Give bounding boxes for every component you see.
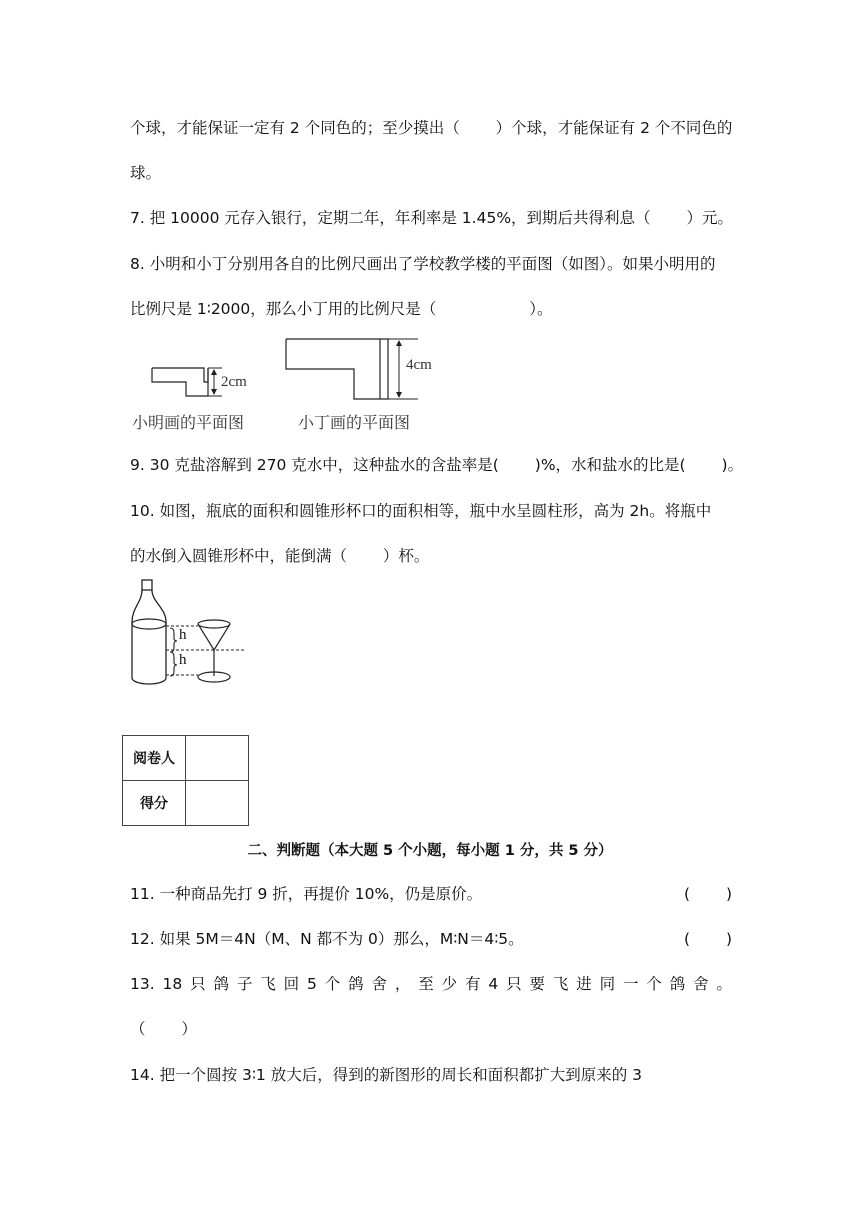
q11-text: 11. 一种商品先打 9 折，再提价 10%，仍是原价。 xyxy=(130,885,483,903)
q8-right-dimension-label: 4cm xyxy=(406,357,432,373)
score-cell[interactable] xyxy=(186,781,249,826)
q12-answer-blank[interactable]: ( ) xyxy=(683,930,732,948)
grader-cell[interactable] xyxy=(186,736,249,781)
section-heading: 二、判断题（本大题 5 个小题，每小题 1 分，共 5 分） xyxy=(247,843,613,859)
q13-text: 13. 18 只 鸽 子 飞 回 5 个 鸽 舍 ， 至 少 有 4 只 要 飞 进 同 一 个 鸽 舍 。 xyxy=(130,975,732,993)
q12-text: 12. 如果 5M＝4N（M、N 都不为 0）那么，M∶N＝4∶5。 xyxy=(130,930,524,948)
q9-text: 9. 30 克盐溶解到 270 克水中，这种盐水的含盐率是( )%，水和盐水的比是( )。 xyxy=(130,456,744,474)
q10-h-label-lower: h xyxy=(179,652,187,668)
q8-left-dimension-label: 2cm xyxy=(221,374,247,390)
q8-right-caption: 小丁画的平面图 xyxy=(298,415,411,432)
q8-left-caption: 小明画的平面图 xyxy=(132,415,245,432)
q10-line2: 的水倒入圆锥形杯中，能倒满（ ）杯。 xyxy=(130,547,430,565)
q14-text: 14. 把一个圆按 3∶1 放大后，得到的新图形的周长和面积都扩大到原来的 3 xyxy=(130,1066,642,1084)
q6-line2: 球。 xyxy=(130,164,162,182)
q10-line1: 10. 如图，瓶底的面积和圆锥形杯口的面积相等，瓶中水呈圆柱形，高为 2h。将瓶中 xyxy=(130,502,712,520)
score-label: 得分 xyxy=(123,781,186,826)
q6-line1: 个球，才能保证一定有 2 个同色的；至少摸出（ ）个球，才能保证有 2 个不同色的 xyxy=(130,119,733,137)
q8-line2: 比例尺是 1∶2000，那么小丁用的比例尺是（ ）。 xyxy=(130,300,553,318)
grader-label: 阅卷人 xyxy=(123,736,186,781)
q8-right-floorplan xyxy=(280,335,420,405)
q13-answer-blank[interactable]: （ ） xyxy=(130,1020,197,1038)
q11-row xyxy=(130,884,732,904)
q10-h-label-upper: h xyxy=(179,627,187,643)
q12-row xyxy=(130,929,732,949)
q11-answer-blank[interactable]: ( ) xyxy=(683,885,732,903)
score-table xyxy=(122,735,249,826)
q7-text: 7. 把 10000 元存入银行，定期二年，年利率是 1.45%，到期后共得利息（ ）元。 xyxy=(130,209,733,227)
q8-line1: 8. 小明和小丁分别用各自的比例尺画出了学校教学楼的平面图（如图）。如果小明用的 xyxy=(130,255,716,273)
